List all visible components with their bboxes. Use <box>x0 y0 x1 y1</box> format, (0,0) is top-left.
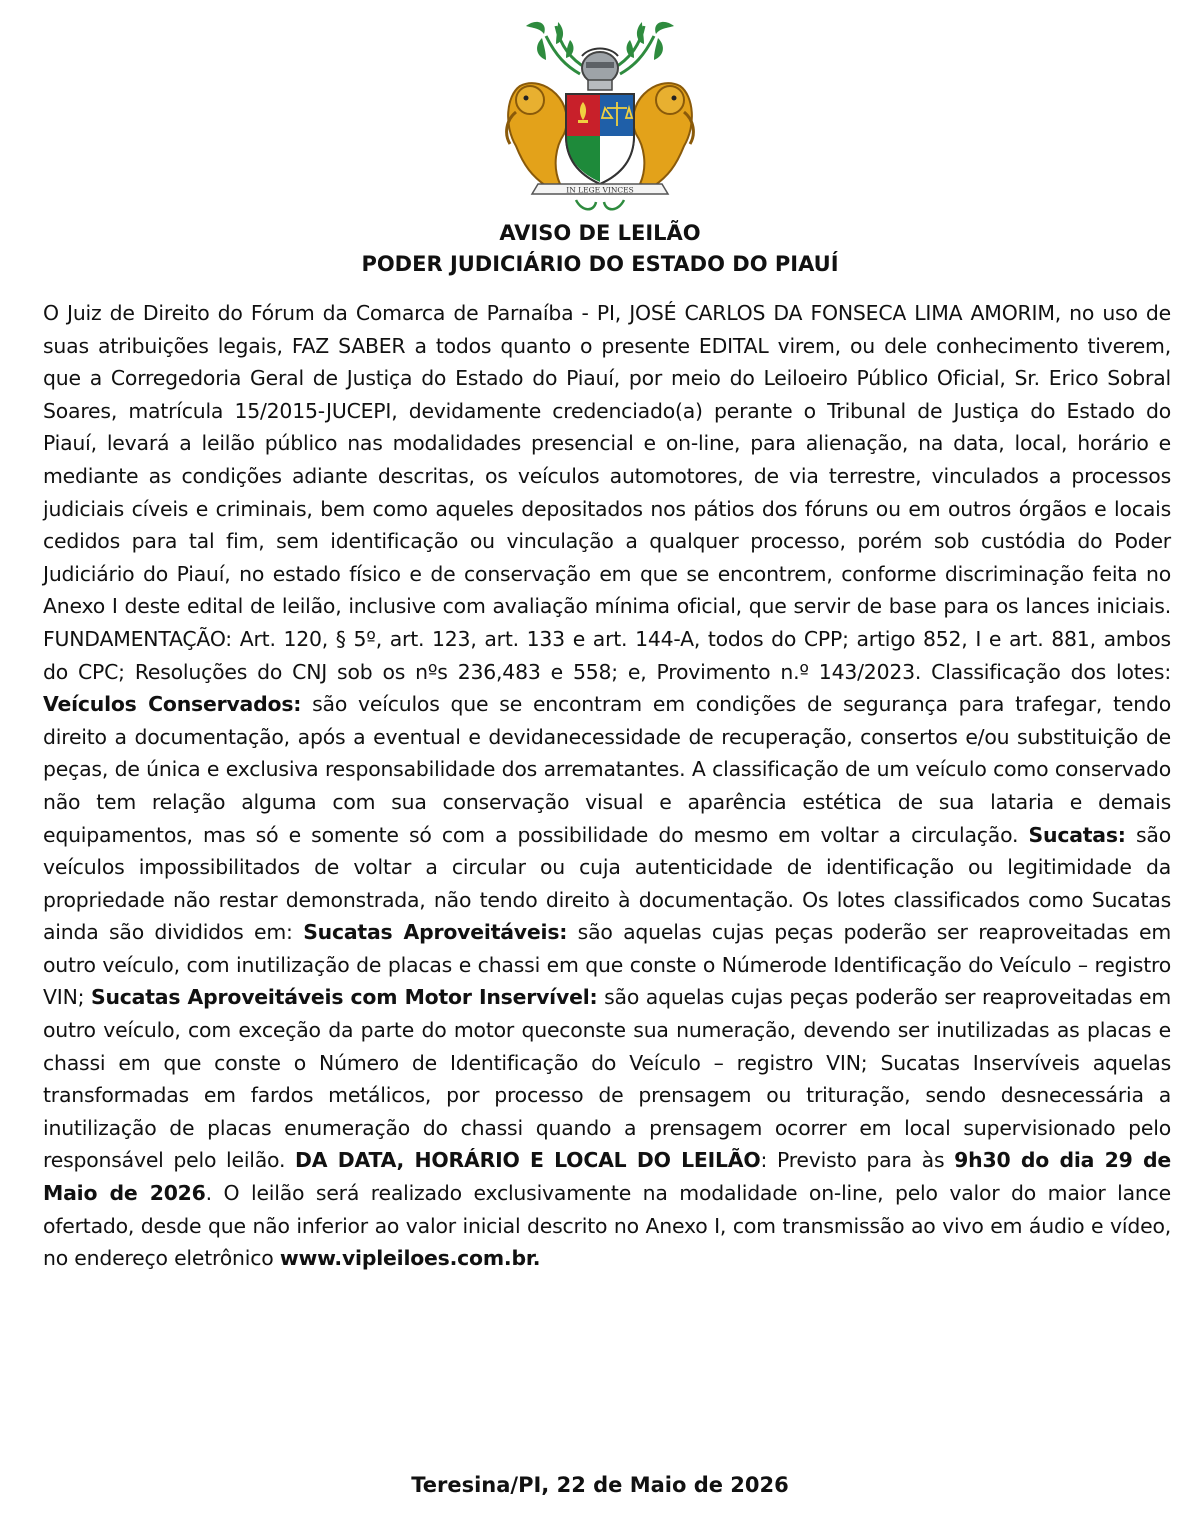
helmet-icon <box>582 49 618 91</box>
body-bold-segment: Sucatas: <box>1028 822 1126 847</box>
base-flourish <box>576 200 624 209</box>
left-lion-supporter <box>507 83 567 186</box>
auction-datetime: 9h30 do dia 29 de Maio de 2026 <box>43 1148 1171 1206</box>
body-bold-segment: Sucatas Aproveitáveis: <box>303 920 568 945</box>
notice-body <box>43 297 1171 1275</box>
body-bold-segment: Sucatas Aproveitáveis com Motor Inservível: <box>90 985 598 1010</box>
right-lion-supporter <box>633 83 693 186</box>
body-segment: são veículos impossibilitados de voltar a circular ou cuja autenticidade de identificação ou legitimidade da propriedade não restar demonstrada, não tendo direito à documentação. Os lotes classificados como Sucatas ainda são divididos em: <box>43 822 1171 945</box>
body-bold-segment: DA DATA, HORÁRIO E LOCAL DO LEILÃO <box>295 1148 761 1173</box>
notice-title: AVISO DE LEILÃO <box>499 221 701 245</box>
body-segment: são aquelas cujas peças poderão ser reaproveitadas em outro veículo, com exceção da parte do motor queconste sua numeração, devendo ser inutilizadas as placas e chassi em que conste o Número de Identificação do Veículo – registro VIN; Sucatas Inservíveis aquelas transformadas em fardos metálicos, por processo de prensagem ou trituração, sendo desnecessária a inutilização de placas enumeração do chassi quando a prensagem ocorrer em local supervisionado pelo responsável pelo leilão. <box>43 985 1172 1173</box>
body-segment: . O leilão será realizado exclusivamente na modalidade on-line, pelo valor do maior lance ofertado, desde que não inferior ao valor inicial descrito no Anexo I, com transmissão ao vivo em áudio e vídeo, no endereço eletrônico <box>43 1181 1171 1271</box>
body-segment: : Previsto para às <box>760 1148 955 1173</box>
place-date: Teresina/PI, 22 de Maio de 2026 <box>411 1473 789 1497</box>
body-segment: são aquelas cujas peças poderão ser reaproveitadas em outro veículo, com inutilização de placas e chassi em que conste o Númerode Identificação do Veículo – registro VIN; <box>43 920 1172 1010</box>
notice-heading <box>0 218 1200 280</box>
auction-website-link[interactable]: www.vipleiloes.com.br. <box>279 1246 541 1271</box>
shield-icon <box>566 94 634 184</box>
motto-ribbon <box>532 184 668 195</box>
notice-subtitle: PODER JUDICIÁRIO DO ESTADO DO PIAUÍ <box>361 252 839 276</box>
body-segment: são veículos que se encontram em condições de segurança para trafegar, tendo direito a documentação, após a eventual e devidanecessidade de recuperação, consertos e/ou substituição de peças, de única e exclusiva responsabilidade dos arrematantes. A classificação de um veículo como conservado não tem relação alguma com sua conservação visual e aparência estética de sua lataria e demais equipamentos, mas só e somente só com a possibilidade do mesmo em voltar a circulação. <box>43 692 1171 847</box>
body-segment: O Juiz de Direito do Fórum da Comarca de Parnaíba - PI, JOSÉ CARLOS DA FONSECA LIMA AMORIM, no uso de suas atribuições legais, FAZ SABER a todos quanto o presente EDITAL virem, ou dele conhecimento tiverem, que a Corregedoria Geral de Justiça do Estado do Piauí, por meio do Leiloeiro Público Oficial, Sr. Erico Sobral Soares, matrícula 15/2015-JUCEPI, devidamente credenciado(a) perante o Tribunal de Justiça do Estado do Piauí, levará a leilão público nas modalidades presencial e on-line, para alienação, na data, local, horário e mediante as condições adiante descritas, os veículos automotores, de via terrestre, vinculados a processos judiciais cíveis e criminais, bem como aqueles depositados nos pátios dos fóruns ou em outros órgãos e locais cedidos para tal fim, sem identificação ou vinculação a qualquer processo, porém sob custódia do Poder Judiciário do Piauí, no estado físico e de conservação em que se encontrem, conforme discriminação feita no Anexo I deste edital de leilão, inclusive com avaliação mínima oficial, que servir de base para os lances iniciais. FUNDAMENTAÇÃO: Art. 120, § 5º, art. 123, art. 133 e art. 144-A, todos do CPP; artigo 852, I e art. 881, ambos do CPC; Resoluções do CNJ sob os nºs 236,483 e 558; e, Provimento n.º 143/2023. Classificação dos lotes: <box>43 301 1171 684</box>
coat-of-arms-emblem <box>486 16 714 216</box>
body-bold-segment: Veículos Conservados: <box>43 692 302 717</box>
motto-text: IN LEGE VINCES <box>566 185 634 195</box>
